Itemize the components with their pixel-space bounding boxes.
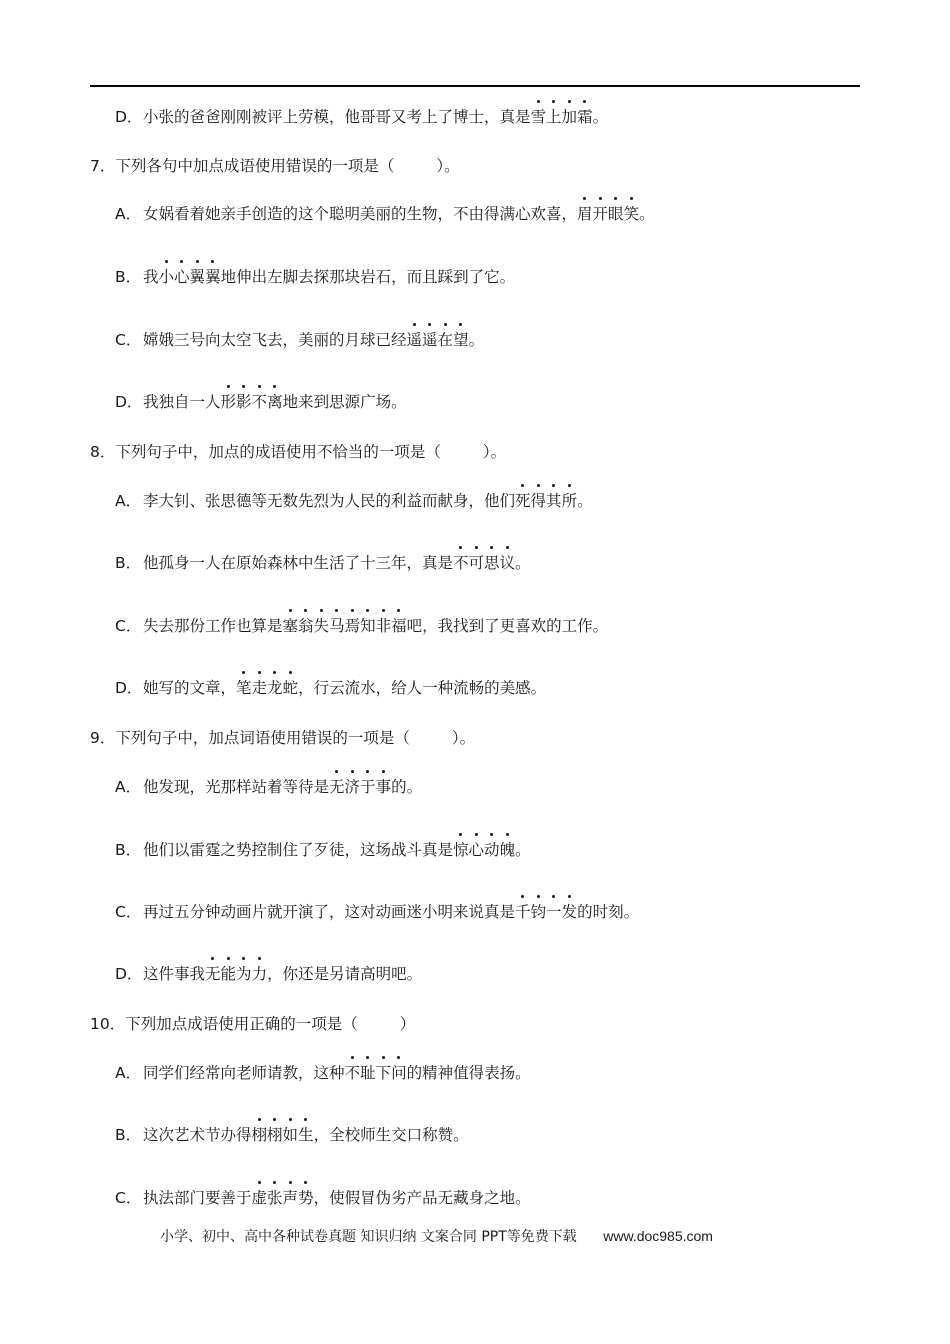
question-tail: ）。 <box>436 157 460 175</box>
option-text-after: 的。 <box>391 778 423 796</box>
option-label: B． <box>115 268 142 286</box>
option-text-before: 他发现，光那样站着等待是 <box>143 778 330 796</box>
option-text-after: 。 <box>577 492 593 510</box>
answer-option <box>115 106 608 128</box>
option-text-after: 吧，我找到了更喜欢的工作。 <box>406 617 609 635</box>
answer-option <box>115 963 422 985</box>
answer-option <box>115 615 608 637</box>
option-text-after: 的时刻。 <box>577 903 640 921</box>
option-text-before: 嫦娥三号向太空飞去，美丽的月球已经 <box>143 331 407 349</box>
answer-option <box>115 839 531 861</box>
option-label: D． <box>115 108 143 126</box>
option-label: C． <box>115 903 142 921</box>
option-text-after: 的精神值得表扬。 <box>406 1064 531 1082</box>
option-label: B． <box>115 841 142 859</box>
answer-option <box>115 677 546 699</box>
answer-option <box>115 552 531 574</box>
dotted-idiom: 死得其所 <box>515 492 578 510</box>
dotted-idiom: 栩栩如生 <box>251 1126 314 1144</box>
option-text-after: ，行云流水，给人一种流畅的美感。 <box>298 679 547 697</box>
option-text-before: 我独自一人 <box>143 393 221 411</box>
question-text: 7．下列各句中加点成语使用错误的一项是（ <box>90 157 395 175</box>
option-text-before: 我 <box>143 268 159 286</box>
footer-text: 小学、初中、高中各种试卷真题 知识归纳 文案合同 PPT等免费下载 <box>160 1229 577 1245</box>
option-text-before: 女娲看着她亲手创造的这个聪明美丽的生物，不由得满心欢喜， <box>143 205 578 223</box>
question-stem <box>90 441 506 463</box>
dotted-idiom: 形影不离 <box>220 393 283 411</box>
page-footer <box>160 1226 713 1246</box>
option-text-before: 失去那份工作也算是 <box>143 617 283 635</box>
question-stem <box>90 727 475 749</box>
question-text: 8．下列句子中，加点的成语使用不恰当的一项是（ <box>90 443 441 461</box>
dotted-idiom: 塞翁失马焉知非福 <box>282 617 407 635</box>
answer-option <box>115 1124 469 1146</box>
question-stem <box>90 155 460 177</box>
question-text: 9．下列句子中，加点词语使用错误的一项是（ <box>90 729 410 747</box>
option-label: D． <box>115 965 143 983</box>
option-text-after: 地伸出左脚去探那块岩石，而且踩到了它。 <box>220 268 516 286</box>
option-label: A． <box>115 205 142 223</box>
option-label: B． <box>115 1126 142 1144</box>
answer-option <box>115 391 407 413</box>
dotted-idiom: 笔走龙蛇 <box>236 679 299 697</box>
dotted-idiom: 小心翼翼 <box>158 268 221 286</box>
option-text-after: 。 <box>468 331 485 349</box>
dotted-idiom: 不可思议 <box>453 554 516 572</box>
question-stem <box>90 1013 415 1035</box>
dotted-idiom: 眉开眼笑 <box>577 205 640 223</box>
option-text-before: 他们以雷霆之势控制住了歹徒，这场战斗真是 <box>143 841 454 859</box>
dotted-idiom: 不耻下问 <box>344 1064 407 1082</box>
dotted-idiom: 虚张声势 <box>251 1189 314 1207</box>
option-label: A． <box>115 492 142 510</box>
answer-option <box>115 1187 531 1209</box>
option-label: C． <box>115 1189 142 1207</box>
option-text-after: 。 <box>639 205 655 223</box>
answer-option <box>115 329 484 351</box>
option-text-before: 她写的文章， <box>143 679 237 697</box>
question-tail: ） <box>399 1015 416 1033</box>
option-text-after: 。 <box>515 841 531 859</box>
answer-option <box>115 1062 531 1084</box>
option-label: C． <box>115 617 142 635</box>
option-text-before: 小张的爸爸刚刚被评上劳模，他哥哥又考上了博士，真是 <box>143 108 531 126</box>
question-tail: ）。 <box>451 729 476 747</box>
option-text-after: ，你还是另请高明吧。 <box>267 965 423 983</box>
dotted-idiom: 无济于事 <box>329 778 392 796</box>
option-text-after: ，使假冒伪劣产品无藏身之地。 <box>313 1189 531 1207</box>
option-text-before: 他孤身一人在原始森林中生活了十三年，真是 <box>143 554 454 572</box>
answer-option <box>115 901 639 923</box>
option-text-after: 地来到思源广场。 <box>282 393 407 411</box>
option-label: A． <box>115 778 142 796</box>
answer-option <box>115 203 655 225</box>
option-text-before: 李大钊、张思德等无数先烈为人民的利益而献身，他们 <box>143 492 516 510</box>
option-text-before: 同学们经常向老师请教，这种 <box>143 1064 345 1082</box>
question-text: 10．下列加点成语使用正确的一项是（ <box>90 1015 358 1033</box>
dotted-idiom: 千钧一发 <box>515 903 578 921</box>
option-text-before: 这件事我 <box>143 965 206 983</box>
option-text-before: 执法部门要善于 <box>143 1189 252 1207</box>
dotted-idiom: 惊心动魄 <box>453 841 516 859</box>
footer-url[interactable]: www.doc985.com <box>603 1228 713 1244</box>
option-text-before: 再过五分钟动画片就开演了，这对动画迷小明来说真是 <box>143 903 516 921</box>
option-label: C． <box>115 331 142 349</box>
dotted-idiom: 遥遥在望 <box>406 331 469 349</box>
option-label: A． <box>115 1064 142 1082</box>
answer-option <box>115 490 593 512</box>
option-text-after: 。 <box>592 108 609 126</box>
question-tail: ）。 <box>482 443 507 461</box>
option-text-after: ，全校师生交口称赞。 <box>313 1126 469 1144</box>
dotted-idiom: 无能为力 <box>205 965 268 983</box>
option-label: D． <box>115 679 143 697</box>
dotted-idiom: 雪上加霜 <box>530 108 593 126</box>
option-label: D． <box>115 393 143 411</box>
option-label: B． <box>115 554 142 572</box>
option-text-after: 。 <box>515 554 531 572</box>
answer-option <box>115 266 515 288</box>
header-rule <box>90 85 860 87</box>
option-text-before: 这次艺术节办得 <box>143 1126 252 1144</box>
answer-option <box>115 776 422 798</box>
